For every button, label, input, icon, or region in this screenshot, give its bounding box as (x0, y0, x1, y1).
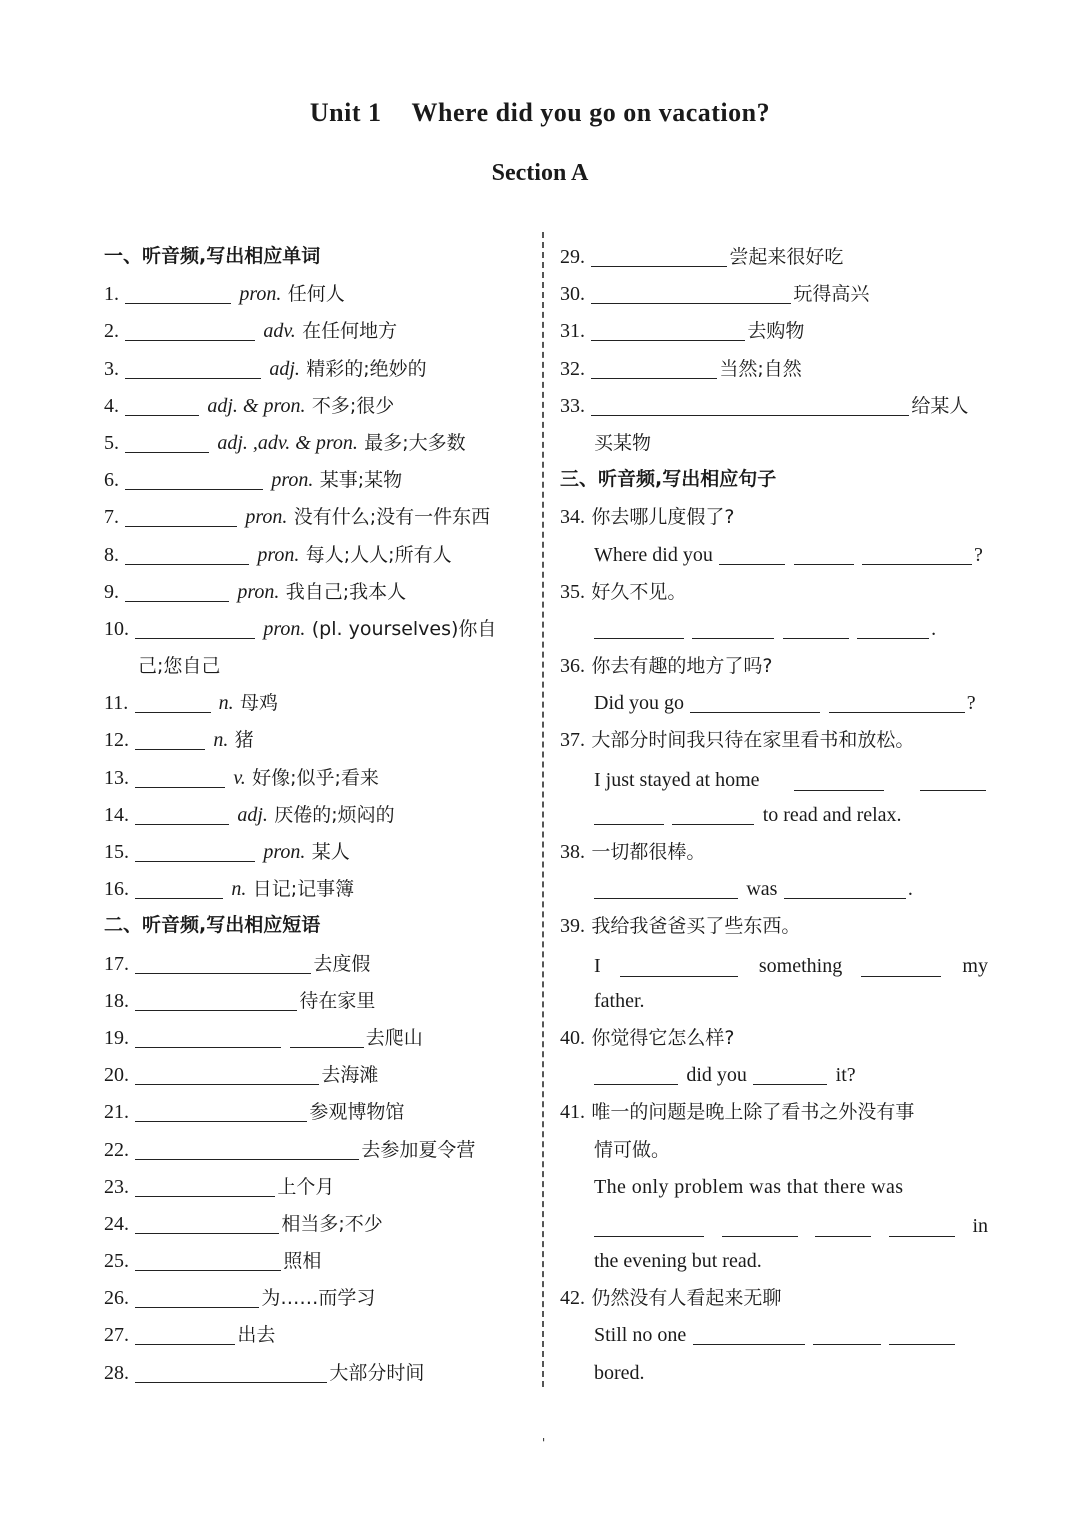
phrase-item-22: 22. 去参加夏令营 (104, 1138, 476, 1161)
answer-blank[interactable] (135, 1362, 327, 1383)
vocab-item-8: 8. pron. 每人;人人;所有人 (104, 543, 452, 566)
answer-blank[interactable] (815, 1216, 871, 1237)
answer-blank[interactable] (135, 1213, 279, 1234)
answer-blank[interactable] (753, 1064, 827, 1085)
sentence-36-en: Did you go ? (594, 692, 976, 715)
phrase-item-17: 17. 去度假 (104, 952, 371, 975)
answer-blank[interactable] (125, 320, 255, 341)
vocab-item-16: 16. n. 日记;记事簿 (104, 878, 355, 901)
section-title: Section A (491, 160, 589, 186)
answer-blank[interactable] (693, 1324, 805, 1345)
answer-blank[interactable] (594, 618, 684, 639)
answer-blank[interactable] (591, 320, 745, 341)
vocab-item-2: 2. adv. 在任何地方 (104, 320, 398, 343)
vocab-item-14: 14. adj. 厌倦的;烦闷的 (104, 803, 395, 826)
answer-blank[interactable] (135, 841, 255, 862)
answer-blank[interactable] (125, 395, 199, 416)
vocab-item-10: 10. pron. (pl. yourselves)你自 (104, 617, 497, 640)
answer-blank[interactable] (591, 358, 717, 379)
answer-blank[interactable] (591, 246, 727, 267)
left-column (104, 241, 534, 1394)
sentence-34-en: Where did you ? (594, 543, 983, 566)
answer-blank[interactable] (135, 767, 225, 788)
sentence-36-cn: 36. 你去有趣的地方了吗? (560, 655, 773, 678)
sentence-37-en: I just stayed at home (560, 762, 988, 799)
sentence-41-en: The only problem was that there was (594, 1175, 904, 1198)
answer-blank[interactable] (594, 804, 664, 825)
sentence-42-en-cont: bored. (594, 1361, 645, 1384)
answer-blank[interactable] (125, 283, 231, 304)
right-column (560, 241, 988, 1394)
answer-blank[interactable] (813, 1324, 881, 1345)
sentence-39-cn: 39. 我给我爸爸买了些东西。 (560, 915, 801, 938)
answer-blank[interactable] (135, 1101, 307, 1122)
phrase-item-27: 27. 出去 (104, 1324, 276, 1347)
answer-blank[interactable] (784, 878, 906, 899)
sentence-40-cn: 40. 你觉得它怎么样? (560, 1026, 735, 1049)
answer-blank[interactable] (594, 1064, 678, 1085)
phrase-item-24: 24. 相当多;不少 (104, 1212, 383, 1235)
answer-blank[interactable] (594, 1216, 704, 1237)
answer-blank[interactable] (125, 581, 229, 602)
sentence-41-cn: 41. 唯一的问题是晚上除了看书之外没有事 (560, 1101, 915, 1124)
sentence-38-cn: 38. 一切都很棒。 (560, 841, 706, 863)
vocab-item-1: 1. pron. 任何人 (104, 283, 345, 306)
answer-blank[interactable] (889, 1324, 955, 1345)
sentence-37-en-cont: to read and relax. (560, 799, 988, 836)
answer-blank[interactable] (135, 1139, 359, 1160)
answer-blank[interactable] (889, 1216, 955, 1237)
answer-blank[interactable] (135, 878, 223, 899)
answer-blank[interactable] (620, 956, 738, 977)
answer-blank[interactable] (135, 692, 211, 713)
vocab-item-15: 15. pron. 某人 (104, 841, 350, 863)
phrase-item-21: 21. 参观博物馆 (104, 1101, 405, 1124)
sentence-41-cn-cont: 情可做。 (594, 1138, 671, 1161)
answer-blank[interactable] (135, 1176, 275, 1197)
phrase-item-23: 23. 上个月 (104, 1175, 335, 1198)
answer-blank[interactable] (135, 990, 297, 1011)
sentence-40-en: did you it? (560, 1059, 988, 1096)
part3-heading: 三、听音频,写出相应句子 (560, 468, 777, 491)
part1-heading: 一、听音频,写出相应单词 (104, 245, 321, 267)
sentence-39-en: I something my (594, 955, 988, 978)
vocab-item-13: 13. v. 好像;似乎;看来 (104, 766, 379, 789)
answer-blank[interactable] (861, 956, 941, 977)
phrase-item-19: 19. 去爬山 (104, 1026, 423, 1049)
answer-blank[interactable] (125, 432, 209, 453)
answer-blank[interactable] (692, 618, 774, 639)
vocab-item-11: 11. n. 母鸡 (104, 692, 278, 715)
sentence-34-cn: 34. 你去哪儿度假了? (560, 506, 735, 529)
answer-blank[interactable] (135, 618, 255, 639)
phrase-item-26: 26. 为……而学习 (104, 1287, 376, 1310)
sentence-42-en: Still no one (560, 1319, 988, 1356)
phrase-item-20: 20. 去海滩 (104, 1064, 379, 1087)
phrase-item-31: 31. 去购物 (560, 320, 805, 343)
answer-blank[interactable] (135, 1064, 319, 1085)
phrase-item-30: 30. 玩得高兴 (560, 283, 870, 306)
vocab-item-3: 3. adj. 精彩的;绝妙的 (104, 357, 427, 380)
vocab-item-7: 7. pron. 没有什么;没有一件东西 (104, 506, 491, 529)
page-title: Unit 1 Where did you go on vacation? (309, 98, 771, 127)
answer-blank[interactable] (135, 1250, 281, 1271)
answer-blank[interactable] (290, 1027, 364, 1048)
column-divider (542, 232, 544, 1387)
answer-blank[interactable] (125, 358, 261, 379)
phrase-item-33: 33. 给某人 (560, 394, 969, 417)
page-mark: ' (542, 1436, 546, 1450)
phrase-item-32: 32. 当然;自然 (560, 357, 802, 380)
answer-blank[interactable] (857, 618, 929, 639)
phrase-item-28: 28. 大部分时间 (104, 1361, 425, 1384)
vocab-item-12: 12. n. 猪 (104, 729, 254, 752)
answer-blank[interactable] (862, 544, 972, 565)
answer-blank[interactable] (920, 770, 986, 791)
part2-heading: 二、听音频,写出相应短语 (104, 914, 321, 937)
answer-blank[interactable] (125, 544, 249, 565)
vocab-item-4: 4. adj. & pron. 不多;很少 (104, 394, 395, 417)
answer-blank[interactable] (794, 770, 884, 791)
answer-blank[interactable] (690, 692, 820, 713)
sentence-41-en-end: the evening but read. (594, 1250, 762, 1273)
answer-blank[interactable] (135, 729, 205, 750)
answer-blank[interactable] (719, 544, 785, 565)
vocab-item-10-cont: 己;您自己 (138, 655, 221, 678)
answer-blank[interactable] (125, 469, 263, 490)
phrase-item-29: 29. 尝起来很好吃 (560, 246, 844, 268)
sentence-35-en: . (560, 613, 988, 650)
answer-blank[interactable] (135, 1287, 259, 1308)
answer-blank[interactable] (125, 506, 237, 527)
answer-blank[interactable] (672, 804, 754, 825)
answer-blank[interactable] (135, 1324, 235, 1345)
answer-blank[interactable] (591, 283, 791, 304)
sentence-37-cn: 37. 大部分时间我只待在家里看书和放松。 (560, 729, 915, 752)
phrase-item-18: 18. 待在家里 (104, 989, 376, 1012)
sentence-38-en: was . (560, 873, 988, 910)
sentence-42-cn: 42. 仍然没有人看起来无聊 (560, 1287, 782, 1310)
answer-blank[interactable] (135, 953, 311, 974)
answer-blank[interactable] (794, 544, 854, 565)
vocab-item-9: 9. pron. 我自己;我本人 (104, 580, 407, 603)
sentence-39-en-cont: father. (594, 989, 645, 1012)
sentence-41-en-cont: in (560, 1208, 988, 1245)
vocab-item-5: 5. adj. ,adv. & pron. 最多;大多数 (104, 431, 466, 454)
vocab-item-6: 6. pron. 某事;某物 (104, 469, 403, 492)
phrase-item-33-cont: 买某物 (594, 431, 652, 454)
answer-blank[interactable] (135, 1027, 281, 1048)
answer-blank[interactable] (829, 692, 965, 713)
answer-blank[interactable] (135, 804, 229, 825)
answer-blank[interactable] (783, 618, 849, 639)
answer-blank[interactable] (591, 395, 909, 416)
answer-blank[interactable] (594, 878, 738, 899)
phrase-item-25: 25. 照相 (104, 1250, 322, 1273)
sentence-35-cn: 35. 好久不见。 (560, 580, 687, 603)
answer-blank[interactable] (722, 1216, 798, 1237)
